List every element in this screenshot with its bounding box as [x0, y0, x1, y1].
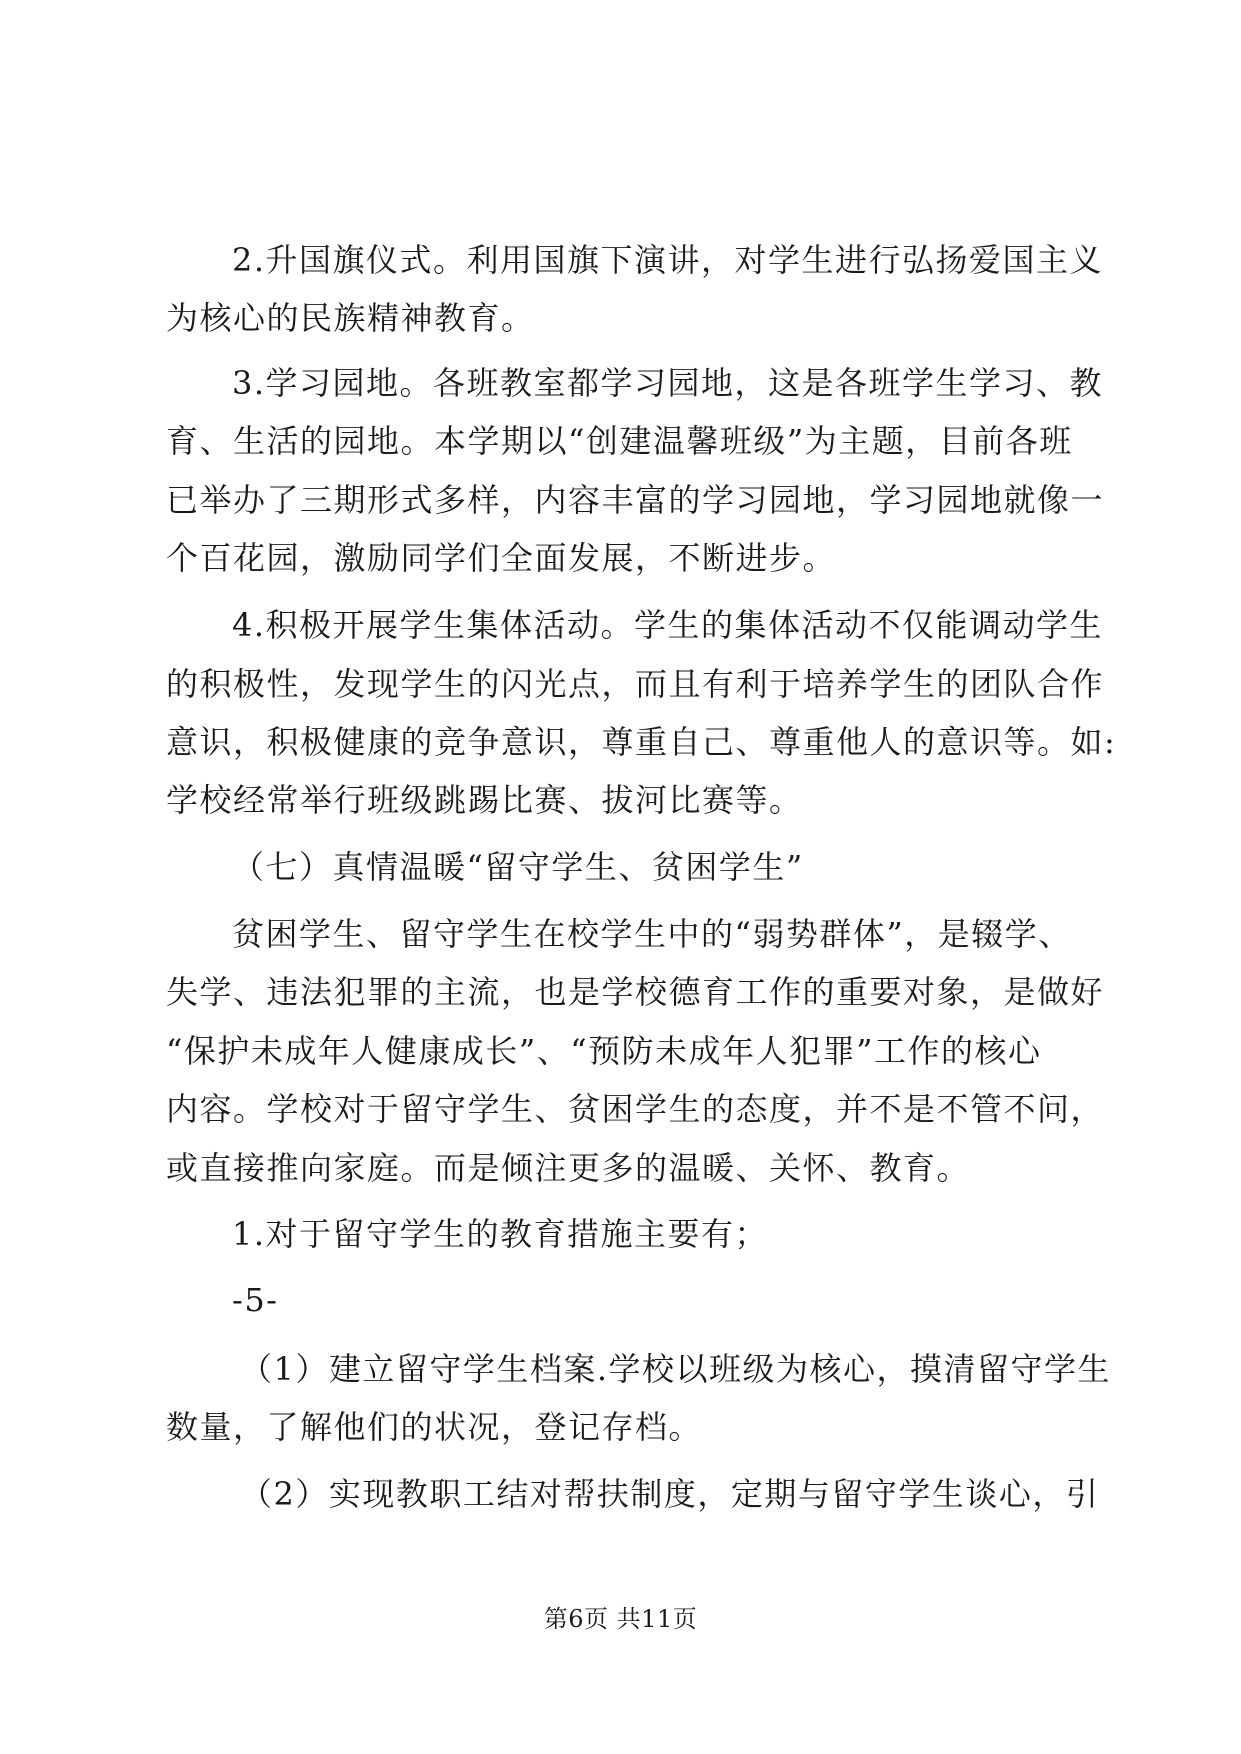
paragraph-line: 为核心的民族精神教育。 — [166, 299, 535, 337]
paragraph-line: “保护未成年人健康成长”、“预防未成年人犯罪”工作的核心 — [166, 1032, 1042, 1070]
paragraph-line: 2.升国旗仪式。利用国旗下演讲，对学生进行弘扬爱国主义 — [232, 241, 1104, 279]
paragraph-line: 个百花园，激励同学们全面发展，不断进步。 — [166, 539, 837, 577]
paragraph-line: 育、生活的园地。本学期以“创建温馨班级”为主题，目前各班 — [166, 422, 1073, 460]
paragraph-line: 1.对于留守学生的教育措施主要有； — [232, 1215, 769, 1253]
paragraph-line: 的积极性，发现学生的闪光点，而且有利于培养学生的团队合作 — [166, 665, 1105, 703]
paragraph-line: 意识，积极健康的竞争意识，尊重自己、尊重他人的意识等。如: — [166, 723, 1117, 761]
paragraph-line: 失学、违法犯罪的主流，也是学校德育工作的重要对象，是做好 — [166, 973, 1105, 1011]
section-heading: （七）真情温暖“留守学生、贫困学生” — [232, 848, 804, 886]
paragraph-line: 4.积极开展学生集体活动。学生的集体活动不仅能调动学生 — [232, 606, 1104, 644]
paragraph-line: 3.学习园地。各班教室都学习园地，这是各班学生学习、教 — [232, 364, 1104, 402]
paragraph-line: 或直接推向家庭。而是倾注更多的温暖、关怀、教育。 — [166, 1149, 971, 1187]
paragraph-line: 内容。学校对于留守学生、贫困学生的态度，并不是不管不问， — [166, 1090, 1105, 1128]
inline-page-number: -5- — [232, 1281, 279, 1319]
paragraph-line: 贫困学生、留守学生在校学生中的“弱势群体”，是辍学、 — [232, 915, 1072, 953]
paragraph-line: 学校经常举行班级跳踢比赛、拔河比赛等。 — [166, 781, 803, 819]
paragraph-line: 已举办了三期形式多样，内容丰富的学习园地，学习园地就像一 — [166, 481, 1105, 519]
page-footer: 第6页 共11页 — [543, 1605, 698, 1633]
paragraph-line: （2）实现教职工结对帮扶制度，定期与留守学生谈心，引 — [240, 1475, 1100, 1513]
paragraph-line: （1）建立留守学生档案.学校以班级为核心，摸清留守学生 — [240, 1350, 1112, 1388]
paragraph-line: 数量，了解他们的状况，登记存档。 — [166, 1408, 703, 1446]
